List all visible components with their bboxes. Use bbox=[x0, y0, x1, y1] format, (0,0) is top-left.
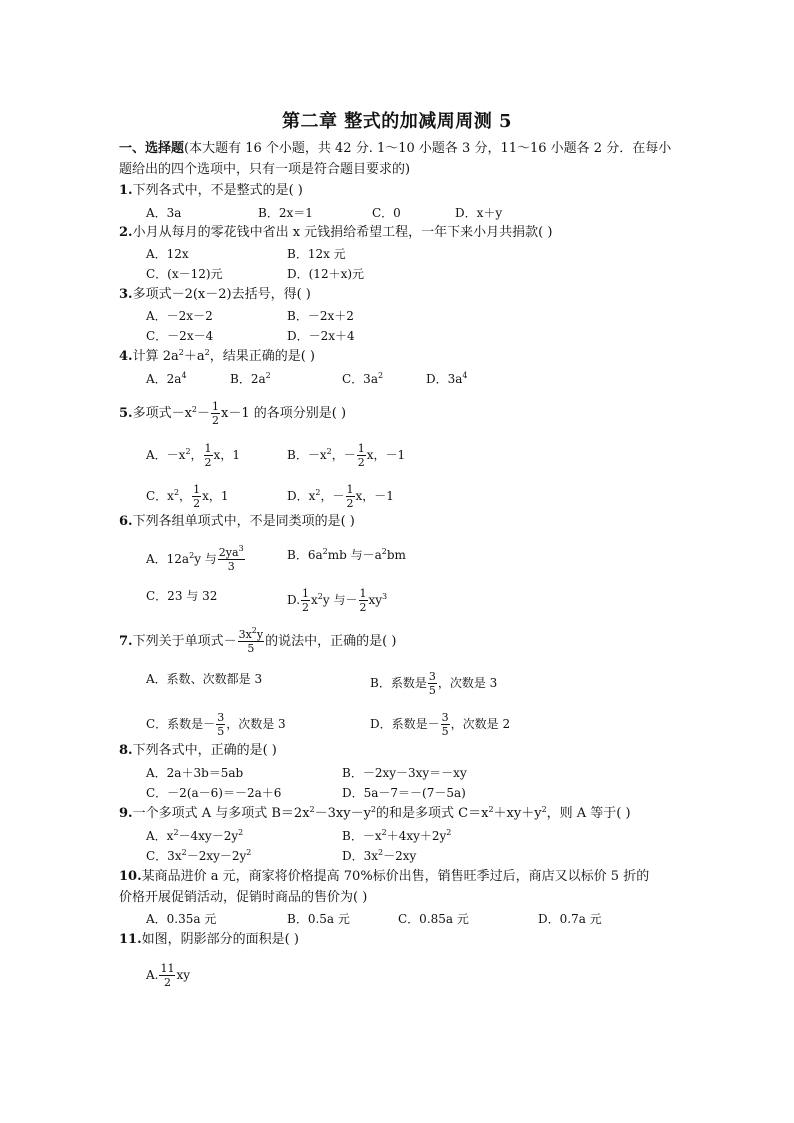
question-text: 下列各式中，正确的是( ) bbox=[132, 743, 277, 758]
numerator: 1 bbox=[302, 587, 310, 600]
question-number: 7. bbox=[119, 634, 133, 649]
fraction bbox=[216, 711, 225, 738]
option-text: B．6a bbox=[287, 548, 323, 562]
exponent: 2 bbox=[377, 371, 384, 380]
exponent: 2 bbox=[488, 805, 494, 814]
option-text: －4xy－2y bbox=[178, 829, 239, 843]
exponent: 2 bbox=[204, 348, 210, 357]
option-text: D．系数是－ bbox=[370, 717, 440, 731]
option-text: ，－ bbox=[331, 448, 356, 462]
question-10-cont: 价格开展促销活动，促销时商品的售价为( ) bbox=[119, 890, 368, 905]
exponent: 2 bbox=[378, 848, 384, 857]
exponent: 2 bbox=[370, 805, 377, 814]
fraction bbox=[218, 546, 245, 573]
option-text: B．2a bbox=[230, 372, 266, 386]
option-text: ，次数是 3 bbox=[437, 676, 498, 690]
exponent: 2 bbox=[173, 828, 179, 837]
exponent: 2 bbox=[446, 828, 452, 837]
q4-option-b[interactable] bbox=[230, 370, 271, 388]
question-11 bbox=[119, 931, 299, 949]
question-number: 5. bbox=[119, 406, 133, 421]
q2-option-c[interactable]: C．(x－12)元 bbox=[146, 267, 223, 281]
q3-option-d[interactable]: D．－2x＋4 bbox=[287, 329, 355, 343]
denominator: 2 bbox=[357, 456, 365, 469]
numerator: 1 bbox=[357, 442, 365, 455]
page-title: 第二章 整式的加减周周测 5 bbox=[281, 111, 513, 132]
question-number: 10. bbox=[119, 869, 142, 884]
q10-option-d[interactable]: D．0.7a 元 bbox=[538, 912, 602, 926]
question-number: 2. bbox=[119, 225, 133, 240]
q6-option-a[interactable] bbox=[146, 546, 246, 573]
exponent: 2 bbox=[317, 592, 323, 601]
question-5 bbox=[119, 400, 346, 427]
q10-option-c[interactable]: C．0.85a 元 bbox=[398, 912, 469, 926]
option-text: ， bbox=[179, 489, 192, 503]
q10-option-b[interactable]: B．0.5a 元 bbox=[287, 912, 350, 926]
option-text: C．3a bbox=[342, 372, 378, 386]
exponent: 2 bbox=[178, 348, 184, 357]
section-description: (本大题有 16 个小题，共 42 分. 1～10 小题各 3 分，11～16 小题各 2 分．在每小 bbox=[184, 141, 672, 156]
option-text: mb 与－a bbox=[327, 548, 382, 562]
fraction bbox=[192, 483, 201, 510]
exponent: 2 bbox=[185, 447, 191, 456]
question-text: ，则 A 等于( ) bbox=[546, 806, 631, 821]
q7-option-d[interactable] bbox=[370, 711, 510, 738]
numerator: 11 bbox=[160, 962, 175, 975]
option-text: y 与－ bbox=[322, 593, 358, 607]
option-text: B．系数是 bbox=[370, 676, 427, 690]
question-text: 如图，阴影部分的面积是( ) bbox=[141, 932, 299, 947]
fraction bbox=[211, 400, 220, 427]
option-text: x，1 bbox=[202, 489, 229, 503]
question-3 bbox=[119, 286, 311, 304]
question-text: － bbox=[197, 406, 211, 421]
exponent: 2 bbox=[173, 488, 180, 497]
fraction bbox=[441, 711, 450, 738]
q1-option-b[interactable]: B．2x＝1 bbox=[258, 206, 313, 220]
question-number: 11. bbox=[119, 932, 142, 947]
option-text: B．－x bbox=[342, 829, 382, 843]
option-text: A．x bbox=[146, 829, 174, 843]
q8-option-a[interactable]: A．2a＋3b＝5ab bbox=[146, 766, 244, 780]
option-text: x，－1 bbox=[355, 489, 394, 503]
exponent: 2 bbox=[251, 626, 257, 635]
option-text: D．3a bbox=[426, 372, 463, 386]
denominator: 5 bbox=[247, 642, 255, 655]
section-heading-label: 一、选择题 bbox=[119, 141, 185, 156]
exponent: 4 bbox=[462, 371, 468, 380]
exponent: 2 bbox=[326, 447, 332, 456]
q8-option-d[interactable]: D．5a－7＝－(7－5a) bbox=[342, 786, 466, 800]
q6-option-c[interactable]: C．23 与 32 bbox=[146, 589, 218, 603]
q9-option-d[interactable] bbox=[342, 847, 416, 865]
fraction bbox=[346, 483, 355, 510]
fraction bbox=[238, 628, 265, 655]
denominator: 2 bbox=[193, 497, 201, 510]
exponent: 2 bbox=[322, 547, 328, 556]
numerator: 1 bbox=[193, 483, 201, 496]
q8-option-b[interactable]: B．－2xy－3xy＝－xy bbox=[342, 766, 467, 780]
question-text: ，结果正确的是( ) bbox=[209, 349, 315, 364]
option-text: D．x bbox=[287, 489, 316, 503]
question-1 bbox=[119, 182, 303, 200]
q6-option-d[interactable] bbox=[287, 587, 387, 614]
question-2 bbox=[119, 224, 552, 242]
option-text: x，－1 bbox=[366, 448, 406, 462]
exponent: 2 bbox=[181, 848, 187, 857]
q5-option-a[interactable] bbox=[146, 442, 240, 469]
option-text: D. bbox=[287, 593, 301, 607]
denominator: 5 bbox=[217, 725, 225, 738]
exponent: 2 bbox=[381, 828, 387, 837]
exponent: 2 bbox=[309, 805, 315, 814]
fraction bbox=[359, 587, 368, 614]
q7-option-a[interactable]: A．系数、次数都是 3 bbox=[146, 672, 263, 686]
question-number: 8. bbox=[119, 743, 133, 758]
question-10 bbox=[119, 868, 649, 886]
denominator: 5 bbox=[441, 725, 449, 738]
question-text: －3xy－y bbox=[314, 806, 371, 821]
option-text: C．系数是－ bbox=[146, 717, 216, 731]
exponent: 2 bbox=[381, 547, 387, 556]
section-heading bbox=[119, 140, 671, 158]
q2-option-d[interactable]: D．(12＋x)元 bbox=[287, 267, 365, 281]
option-text: xy bbox=[368, 593, 383, 607]
q4-option-d[interactable] bbox=[426, 370, 468, 388]
question-text: 多项式－x bbox=[132, 406, 192, 421]
option-text: A．12a bbox=[146, 552, 190, 566]
question-text: 下列各式中，不是整式的是( ) bbox=[132, 183, 303, 198]
option-text: ，－ bbox=[320, 489, 345, 503]
q9-option-c[interactable] bbox=[146, 847, 251, 865]
fraction bbox=[428, 670, 437, 697]
question-text: 下列各组单项式中，不是同类项的是( ) bbox=[132, 514, 355, 529]
q3-option-b[interactable]: B．－2x＋2 bbox=[287, 309, 354, 323]
option-text: x bbox=[311, 593, 318, 607]
question-9 bbox=[119, 805, 631, 823]
question-text: 的说法中，正确的是( ) bbox=[265, 634, 397, 649]
question-6 bbox=[119, 513, 355, 531]
numerator: 1 bbox=[346, 483, 354, 496]
question-number: 6. bbox=[119, 514, 133, 529]
question-text: x－1 的各项分别是( ) bbox=[221, 406, 347, 421]
numerator: 1 bbox=[212, 400, 220, 413]
q7-option-b[interactable] bbox=[370, 670, 497, 697]
option-text: bm bbox=[386, 548, 406, 562]
question-text: ＋a bbox=[183, 349, 205, 364]
question-text: 一个多项式 A 与多项式 B＝2x bbox=[132, 806, 310, 821]
q9-option-b[interactable] bbox=[342, 827, 451, 845]
option-text: －2xy bbox=[383, 849, 417, 863]
fraction bbox=[301, 587, 310, 614]
option-text: x，1 bbox=[213, 448, 240, 462]
denominator: 2 bbox=[346, 497, 354, 510]
option-text: C．x bbox=[146, 489, 174, 503]
q1-option-c[interactable]: C．0 bbox=[372, 206, 401, 220]
denominator: 3 bbox=[227, 560, 235, 573]
denominator: 5 bbox=[428, 684, 436, 697]
q1-option-d[interactable]: D．x＋y bbox=[455, 206, 503, 220]
option-text: B．－x bbox=[287, 448, 327, 462]
numerator: 3 bbox=[441, 711, 449, 724]
numerator-text: y bbox=[256, 628, 264, 641]
numerator: 3 bbox=[217, 711, 225, 724]
q6-option-b[interactable] bbox=[287, 546, 406, 564]
exponent: 3 bbox=[238, 544, 244, 553]
question-text: 下列关于单项式－ bbox=[132, 634, 237, 649]
option-text: ， bbox=[190, 448, 203, 462]
numerator: 1 bbox=[359, 587, 367, 600]
question-number: 4. bbox=[119, 349, 133, 364]
question-text: 小月从每月的零花钱中省出 x 元钱捐给希望工程，一年下来小月共捐款( ) bbox=[132, 225, 553, 240]
exponent: 2 bbox=[238, 828, 244, 837]
numerator-text: 3x bbox=[238, 628, 252, 641]
denominator: 2 bbox=[212, 414, 220, 427]
q2-option-b[interactable]: B．12x 元 bbox=[287, 247, 346, 261]
q4-option-c[interactable] bbox=[342, 370, 383, 388]
exponent: 2 bbox=[189, 551, 195, 560]
numerator: 3 bbox=[428, 670, 436, 683]
fraction bbox=[357, 442, 366, 469]
question-number: 3. bbox=[119, 287, 133, 302]
question-number: 9. bbox=[119, 806, 133, 821]
exponent: 4 bbox=[181, 371, 187, 380]
denominator: 2 bbox=[359, 601, 367, 614]
q3-option-c[interactable]: C．－2x－4 bbox=[146, 329, 214, 343]
question-text: 某商品进价 a 元，商家将价格提高 70%标价出售，销售旺季过后，商店又以标价 5 折的 bbox=[141, 869, 650, 884]
q5-option-c[interactable] bbox=[146, 483, 228, 510]
option-text: xy bbox=[176, 968, 191, 982]
question-8 bbox=[119, 742, 277, 760]
option-text: y 与 bbox=[194, 552, 217, 566]
option-text: C．3x bbox=[146, 849, 182, 863]
exponent: 2 bbox=[191, 405, 198, 414]
question-7 bbox=[119, 628, 396, 655]
q4-option-a[interactable] bbox=[146, 370, 187, 388]
question-text: 的和是多项式 C＝x bbox=[376, 806, 489, 821]
exponent: 2 bbox=[246, 848, 252, 857]
section-description-cont: 题给出的四个选项中，只有一项是符合题目要求的) bbox=[119, 162, 411, 177]
option-text: －2xy－2y bbox=[186, 849, 247, 863]
option-text: A．－x bbox=[146, 448, 186, 462]
numerator bbox=[218, 546, 245, 560]
denominator: 2 bbox=[163, 976, 171, 989]
q9-option-a[interactable] bbox=[146, 827, 243, 845]
exponent: 2 bbox=[315, 488, 321, 497]
exponent: 2 bbox=[265, 371, 271, 380]
question-text: ＋xy＋y bbox=[493, 806, 542, 821]
fraction bbox=[159, 962, 175, 989]
exponent: 3 bbox=[382, 592, 388, 601]
numerator: 1 bbox=[204, 442, 212, 455]
q2-option-a[interactable]: A．12x bbox=[146, 247, 189, 261]
q10-option-a[interactable]: A．0.35a 元 bbox=[146, 912, 217, 926]
option-text: A. bbox=[146, 968, 159, 982]
option-text: D．3x bbox=[342, 849, 379, 863]
option-text: A．2a bbox=[146, 372, 182, 386]
q7-option-c[interactable] bbox=[146, 711, 286, 738]
exponent: 2 bbox=[541, 805, 547, 814]
q3-option-a[interactable]: A．－2x－2 bbox=[146, 309, 213, 323]
denominator: 2 bbox=[302, 601, 310, 614]
option-text: ，次数是 3 bbox=[226, 717, 286, 731]
q8-option-c[interactable]: C．－2(a－6)＝－2a＋6 bbox=[146, 786, 282, 800]
option-text: ，次数是 2 bbox=[450, 717, 511, 731]
denominator: 2 bbox=[204, 456, 212, 469]
question-4 bbox=[119, 348, 315, 366]
question-text: 计算 2a bbox=[132, 349, 179, 364]
option-text: ＋4xy＋2y bbox=[386, 829, 447, 843]
q1-option-a[interactable]: A．3a bbox=[146, 206, 182, 220]
q11-option-a[interactable] bbox=[146, 962, 190, 989]
question-number: 1. bbox=[119, 183, 133, 198]
q5-option-d[interactable] bbox=[287, 483, 394, 510]
numerator bbox=[238, 628, 265, 642]
fraction bbox=[204, 442, 213, 469]
question-text: 多项式－2(x－2)去括号，得( ) bbox=[132, 287, 311, 302]
q5-option-b[interactable] bbox=[287, 442, 405, 469]
numerator-text: 2ya bbox=[218, 546, 239, 559]
